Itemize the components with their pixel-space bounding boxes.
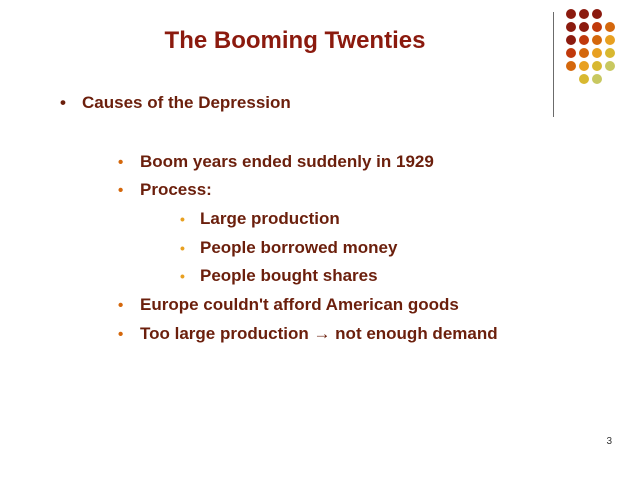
bullet-text: Large production xyxy=(200,209,340,228)
decorative-dot xyxy=(566,22,576,32)
decorative-dot xyxy=(579,74,589,84)
bullet-text: People borrowed money xyxy=(200,238,398,257)
bullet-marker: • xyxy=(60,93,66,112)
decorative-dot xyxy=(592,22,602,32)
bullet-text: Too large production → not enough demand xyxy=(140,324,498,343)
decorative-dot xyxy=(592,9,602,19)
bullet-people-bought-shares xyxy=(180,266,378,286)
bullet-marker: • xyxy=(118,326,124,343)
bullet-people-borrowed-money xyxy=(180,238,397,258)
bullet-text: People bought shares xyxy=(200,266,378,285)
decorative-dot xyxy=(605,61,615,71)
page-number: 3 xyxy=(606,436,612,447)
bullet-marker: • xyxy=(118,154,124,171)
decorative-dot xyxy=(566,48,576,58)
decorative-dot xyxy=(579,61,589,71)
bullet-marker: • xyxy=(118,297,124,314)
bullet-causes-of-depression xyxy=(60,93,291,113)
bullet-too-large-production xyxy=(118,324,498,344)
title-divider-line xyxy=(553,12,554,117)
bullet-marker: • xyxy=(180,211,185,227)
decorative-dot xyxy=(592,74,602,84)
bullet-text: Causes of the Depression xyxy=(82,93,291,112)
bullet-process xyxy=(118,180,212,200)
bullet-large-production xyxy=(180,209,340,229)
bullet-boom-years-ended xyxy=(118,152,434,172)
decorative-dot xyxy=(605,35,615,45)
bullet-marker: • xyxy=(180,268,185,284)
decorative-dot xyxy=(579,22,589,32)
decorative-dot xyxy=(605,48,615,58)
bullet-text: Europe couldn't afford American goods xyxy=(140,295,459,314)
decorative-dot xyxy=(579,9,589,19)
bullet-europe-couldnt-afford xyxy=(118,295,459,315)
decorative-dot xyxy=(579,48,589,58)
decorative-dot xyxy=(566,61,576,71)
decorative-dot xyxy=(592,35,602,45)
bullet-marker: • xyxy=(118,182,124,199)
decorative-dot xyxy=(605,22,615,32)
slide-title: The Booming Twenties xyxy=(164,27,426,54)
decorative-dot xyxy=(592,61,602,71)
decorative-dot xyxy=(566,35,576,45)
decorative-dot xyxy=(566,9,576,19)
bullet-text: Process: xyxy=(140,180,212,199)
bullet-marker: • xyxy=(180,240,185,256)
decorative-dot xyxy=(579,35,589,45)
bullet-text: Boom years ended suddenly in 1929 xyxy=(140,152,434,171)
decorative-dot xyxy=(592,48,602,58)
